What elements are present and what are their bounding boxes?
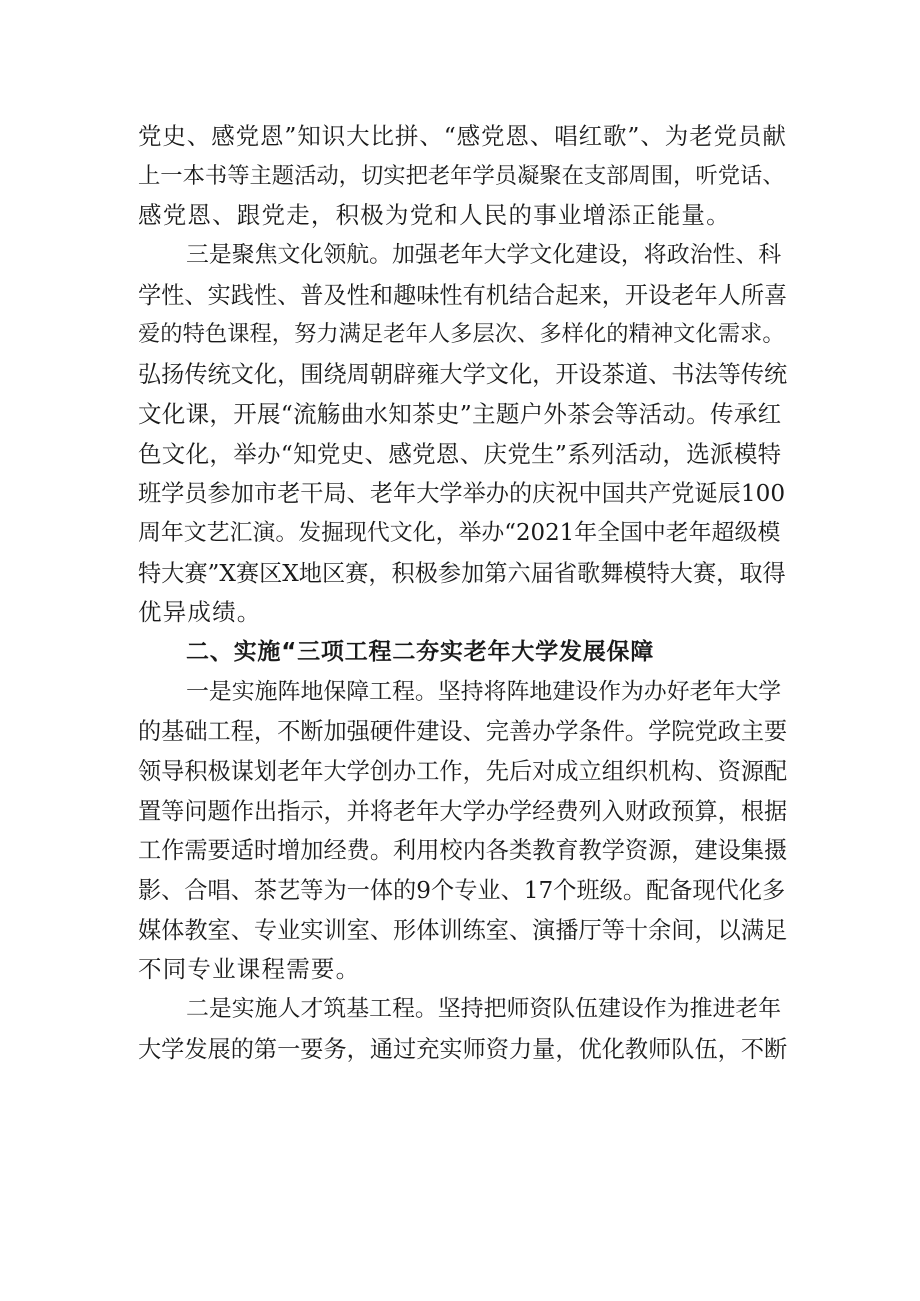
text-line: 的基础工程，不断加强硬件建设、完善办学条件。学院党政主要 <box>138 718 788 746</box>
section-heading: 二、实施“三项工程二夯实老年大学发展保障 <box>186 638 655 665</box>
text-line: 领导积极谋划老年大学创办工作，先后对成立组织机构、资源配 <box>138 758 788 785</box>
text-line: 置等问题作出指示，并将老年大学办学经费列入财政预算，根据 <box>138 797 788 825</box>
text-line: 媒体教室、专业实训室、形体训练室、演播厅等十余间，以满足 <box>138 916 788 944</box>
text-line: 工作需要适时增加经费。利用校内各类教育教学资源，建设集摄 <box>138 837 788 865</box>
text-line: 爱的特色课程，努力满足老年人多层次、多样化的精神文化需求。 <box>138 321 785 348</box>
text-line: 党史、感党恩”知识大比拼、“感党恩、唱红歌”、为老党员献 <box>138 122 787 150</box>
text-line: 影、合唱、茶艺等为一体的9个专业、17个班级。配备现代化多 <box>138 877 786 905</box>
text-line: 感党恩、跟党走，积极为党和人民的事业增添正能量。 <box>138 201 731 230</box>
text-line: 弘扬传统文化，围绕周朝辟雍大学文化，开设茶道、书法等传统 <box>138 361 788 389</box>
text-line: 优异成绩。 <box>138 598 262 627</box>
text-line: 周年文艺汇演。发掘现代文化，举办“2021年全国中老年超级模 <box>138 519 781 546</box>
text-line: 大学发展的第一要务，通过充实师资力量，优化教师队伍，不断 <box>138 1035 788 1063</box>
text-line: 三是聚焦文化领航。加强老年大学文化建设，将政治性、科 <box>186 242 782 269</box>
document-body <box>138 117 788 1070</box>
text-line: 学性、实践性、普及性和趣味性有机结合起来，开设老年人所喜 <box>138 281 788 309</box>
text-line: 一是实施阵地保障工程。坚持将阵地建设作为办好老年大学 <box>186 678 782 705</box>
text-line: 特大赛”X赛区X地区赛，积极参加第六届省歌舞模特大赛，取得 <box>138 559 786 587</box>
text-line: 班学员参加市老干局、老年大学举办的庆祝中国共产党诞辰100 <box>138 480 786 508</box>
text-line: 色文化，举办“知党史、感党恩、庆党生”系列活动，选派模特 <box>138 439 782 468</box>
text-line: 上一本书等主题活动，切实把老年学员凝聚在支部周围，听党话、 <box>138 162 785 189</box>
text-line: 文化课，开展“流觞曲水知茶史”主题户外茶会等活动。传承红 <box>138 399 782 428</box>
text-line: 不同专业课程需要。 <box>138 955 361 984</box>
text-line: 二是实施人才筑基工程。坚持把师资队伍建设作为推进老年 <box>186 996 782 1023</box>
